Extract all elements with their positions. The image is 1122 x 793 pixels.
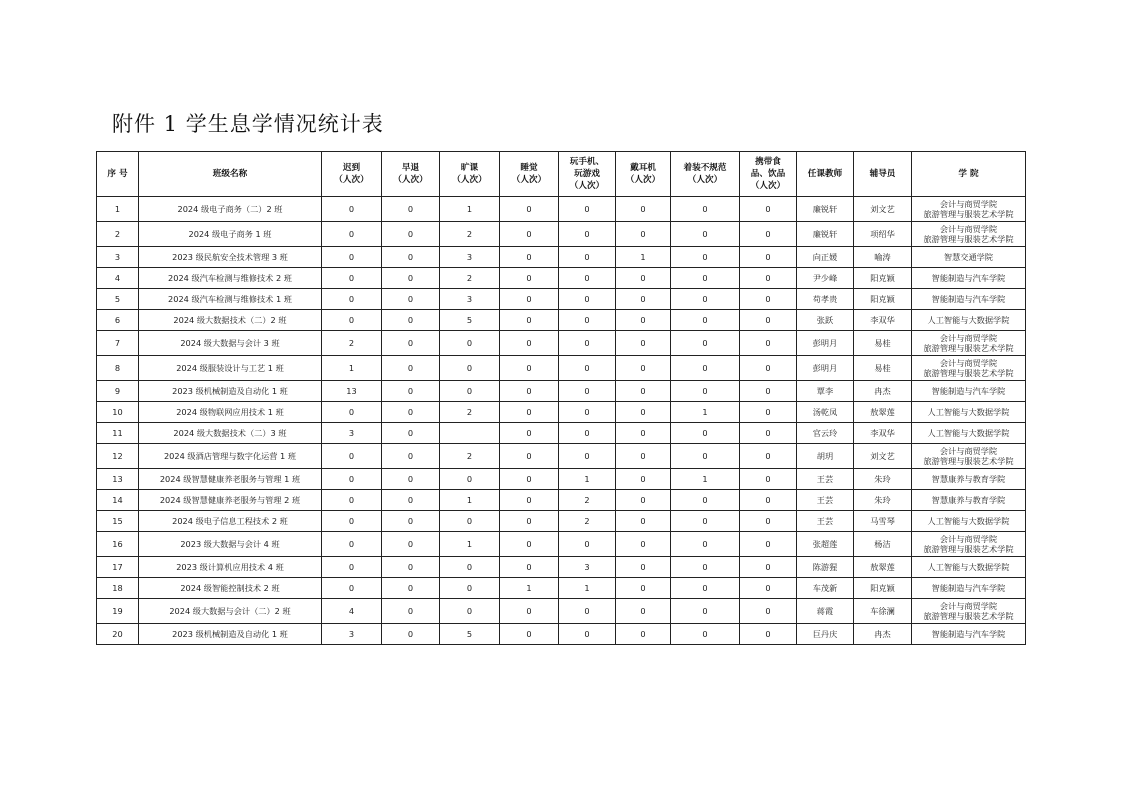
earphones-count: 0 [616, 469, 671, 490]
teacher-name: 尹少峰 [797, 268, 854, 289]
late-count: 0 [322, 197, 382, 222]
phone-games-count: 0 [559, 222, 616, 247]
row-index: 10 [97, 402, 139, 423]
phone-games-count: 3 [559, 557, 616, 578]
absent-count: 1 [440, 197, 500, 222]
row-index: 12 [97, 444, 139, 469]
row-index: 9 [97, 381, 139, 402]
late-count: 0 [322, 532, 382, 557]
class-name: 2023 级机械制造及自动化 1 班 [139, 381, 322, 402]
table-row [97, 268, 1026, 289]
row-index: 8 [97, 356, 139, 381]
row-index: 20 [97, 624, 139, 645]
dress-code-count: 0 [671, 268, 740, 289]
leave-early-count: 0 [382, 490, 440, 511]
absent-count: 0 [440, 469, 500, 490]
phone-games-count: 0 [559, 268, 616, 289]
food-drink-count: 0 [740, 624, 797, 645]
absent-count: 0 [440, 557, 500, 578]
earphones-count: 0 [616, 222, 671, 247]
teacher-name: 官云玲 [797, 423, 854, 444]
food-drink-count: 0 [740, 197, 797, 222]
leave-early-count: 0 [382, 423, 440, 444]
food-drink-count: 0 [740, 511, 797, 532]
sleeping-count: 0 [500, 222, 559, 247]
college-name: 智慧康养与教育学院 [912, 469, 1026, 490]
food-drink-count: 0 [740, 532, 797, 557]
counselor-name: 冉杰 [854, 381, 912, 402]
phone-games-count: 1 [559, 578, 616, 599]
sleeping-count: 0 [500, 310, 559, 331]
phone-games-count: 0 [559, 247, 616, 268]
dress-code-count: 0 [671, 578, 740, 599]
college-name: 智能制造与汽车学院 [912, 268, 1026, 289]
header-earphones: 戴耳机 （人次） [616, 152, 671, 197]
header-class-name: 班级名称 [139, 152, 322, 197]
header-counselor: 辅导员 [854, 152, 912, 197]
header-phone-games: 玩手机、 玩游戏 （人次） [559, 152, 616, 197]
counselor-name: 冉杰 [854, 624, 912, 645]
teacher-name: 廉锐轩 [797, 197, 854, 222]
sleeping-count: 0 [500, 247, 559, 268]
header-index: 序 号 [97, 152, 139, 197]
dress-code-count: 0 [671, 624, 740, 645]
teacher-name: 车茂新 [797, 578, 854, 599]
row-index: 5 [97, 289, 139, 310]
food-drink-count: 0 [740, 578, 797, 599]
college-name: 人工智能与大数据学院 [912, 402, 1026, 423]
phone-games-count: 0 [559, 356, 616, 381]
leave-early-count: 0 [382, 511, 440, 532]
dress-code-count: 0 [671, 490, 740, 511]
row-index: 18 [97, 578, 139, 599]
table-row [97, 532, 1026, 557]
class-name: 2023 级大数据与会计 4 班 [139, 532, 322, 557]
late-count: 1 [322, 356, 382, 381]
sleeping-count: 0 [500, 356, 559, 381]
phone-games-count: 0 [559, 331, 616, 356]
counselor-name: 易桂 [854, 356, 912, 381]
earphones-count: 0 [616, 356, 671, 381]
absent-count [440, 423, 500, 444]
college-name: 会计与商贸学院 旅游管理与服装艺术学院 [912, 444, 1026, 469]
class-name: 2024 级智慧健康养老服务与管理 2 班 [139, 490, 322, 511]
table-row [97, 331, 1026, 356]
college-name: 会计与商贸学院 旅游管理与服装艺术学院 [912, 222, 1026, 247]
table-row [97, 310, 1026, 331]
teacher-name: 廉锐轩 [797, 222, 854, 247]
table-row [97, 423, 1026, 444]
food-drink-count: 0 [740, 310, 797, 331]
food-drink-count: 0 [740, 247, 797, 268]
phone-games-count: 0 [559, 599, 616, 624]
table-header-row [97, 152, 1026, 197]
class-name: 2024 级电子信息工程技术 2 班 [139, 511, 322, 532]
table-row [97, 469, 1026, 490]
class-name: 2024 级电子商务 1 班 [139, 222, 322, 247]
earphones-count: 0 [616, 423, 671, 444]
teacher-name: 蒋霞 [797, 599, 854, 624]
teacher-name: 张跃 [797, 310, 854, 331]
dress-code-count: 0 [671, 444, 740, 469]
sleeping-count: 0 [500, 289, 559, 310]
food-drink-count: 0 [740, 557, 797, 578]
counselor-name: 喻涛 [854, 247, 912, 268]
counselor-name: 敖翠莲 [854, 402, 912, 423]
absent-count: 0 [440, 331, 500, 356]
attendance-statistics-table [96, 151, 1026, 645]
sleeping-count: 0 [500, 197, 559, 222]
row-index: 4 [97, 268, 139, 289]
food-drink-count: 0 [740, 289, 797, 310]
row-index: 13 [97, 469, 139, 490]
leave-early-count: 0 [382, 444, 440, 469]
counselor-name: 项绍华 [854, 222, 912, 247]
earphones-count: 0 [616, 624, 671, 645]
table-row [97, 222, 1026, 247]
table-row [97, 402, 1026, 423]
phone-games-count: 0 [559, 310, 616, 331]
table-row [97, 247, 1026, 268]
leave-early-count: 0 [382, 578, 440, 599]
college-name: 智能制造与汽车学院 [912, 289, 1026, 310]
teacher-name: 彭明月 [797, 356, 854, 381]
earphones-count: 0 [616, 532, 671, 557]
table-row [97, 197, 1026, 222]
sleeping-count: 0 [500, 599, 559, 624]
header-college: 学 院 [912, 152, 1026, 197]
counselor-name: 刘文艺 [854, 444, 912, 469]
late-count: 3 [322, 624, 382, 645]
counselor-name: 杨洁 [854, 532, 912, 557]
leave-early-count: 0 [382, 599, 440, 624]
teacher-name: 彭明月 [797, 331, 854, 356]
late-count: 0 [322, 444, 382, 469]
table-row [97, 624, 1026, 645]
earphones-count: 0 [616, 599, 671, 624]
college-name: 智慧康养与教育学院 [912, 490, 1026, 511]
food-drink-count: 0 [740, 356, 797, 381]
teacher-name: 苟孝贵 [797, 289, 854, 310]
leave-early-count: 0 [382, 624, 440, 645]
sleeping-count: 0 [500, 444, 559, 469]
food-drink-count: 0 [740, 402, 797, 423]
absent-count: 0 [440, 511, 500, 532]
absent-count: 2 [440, 222, 500, 247]
sleeping-count: 0 [500, 423, 559, 444]
dress-code-count: 0 [671, 381, 740, 402]
earphones-count: 0 [616, 310, 671, 331]
sleeping-count: 0 [500, 511, 559, 532]
class-name: 2024 级大数据技术（二）3 班 [139, 423, 322, 444]
counselor-name: 李双华 [854, 423, 912, 444]
phone-games-count: 0 [559, 402, 616, 423]
table-row [97, 511, 1026, 532]
table-body [97, 197, 1026, 645]
late-count: 0 [322, 247, 382, 268]
absent-count: 1 [440, 532, 500, 557]
leave-early-count: 0 [382, 532, 440, 557]
phone-games-count: 0 [559, 532, 616, 557]
table-row [97, 289, 1026, 310]
college-name: 会计与商贸学院 旅游管理与服装艺术学院 [912, 331, 1026, 356]
counselor-name: 阳克颖 [854, 578, 912, 599]
absent-count: 5 [440, 310, 500, 331]
absent-count: 3 [440, 247, 500, 268]
teacher-name: 覃李 [797, 381, 854, 402]
absent-count: 2 [440, 268, 500, 289]
counselor-name: 阳克颖 [854, 289, 912, 310]
college-name: 会计与商贸学院 旅游管理与服装艺术学院 [912, 532, 1026, 557]
earphones-count: 1 [616, 247, 671, 268]
late-count: 0 [322, 557, 382, 578]
teacher-name: 汤乾凤 [797, 402, 854, 423]
absent-count: 2 [440, 402, 500, 423]
phone-games-count: 0 [559, 289, 616, 310]
late-count: 0 [322, 222, 382, 247]
sleeping-count: 0 [500, 490, 559, 511]
late-count: 3 [322, 423, 382, 444]
row-index: 2 [97, 222, 139, 247]
class-name: 2024 级酒店管理与数字化运营 1 班 [139, 444, 322, 469]
table-row [97, 356, 1026, 381]
header-sleeping: 睡觉 （人次） [500, 152, 559, 197]
leave-early-count: 0 [382, 356, 440, 381]
leave-early-count: 0 [382, 289, 440, 310]
leave-early-count: 0 [382, 197, 440, 222]
college-name: 会计与商贸学院 旅游管理与服装艺术学院 [912, 599, 1026, 624]
table-row [97, 557, 1026, 578]
counselor-name: 车徐澜 [854, 599, 912, 624]
absent-count: 2 [440, 444, 500, 469]
row-index: 1 [97, 197, 139, 222]
counselor-name: 易桂 [854, 331, 912, 356]
header-late: 迟到 （人次） [322, 152, 382, 197]
late-count: 0 [322, 289, 382, 310]
food-drink-count: 0 [740, 423, 797, 444]
food-drink-count: 0 [740, 490, 797, 511]
header-absent: 旷课 （人次） [440, 152, 500, 197]
leave-early-count: 0 [382, 247, 440, 268]
class-name: 2024 级智慧健康养老服务与管理 1 班 [139, 469, 322, 490]
absent-count: 0 [440, 599, 500, 624]
late-count: 0 [322, 490, 382, 511]
earphones-count: 0 [616, 331, 671, 356]
dress-code-count: 0 [671, 599, 740, 624]
leave-early-count: 0 [382, 268, 440, 289]
late-count: 0 [322, 578, 382, 599]
late-count: 4 [322, 599, 382, 624]
dress-code-count: 0 [671, 331, 740, 356]
leave-early-count: 0 [382, 469, 440, 490]
phone-games-count: 2 [559, 511, 616, 532]
dress-code-count: 1 [671, 469, 740, 490]
document-title: 附件 1 学生息学情况统计表 [112, 112, 384, 136]
food-drink-count: 0 [740, 268, 797, 289]
college-name: 人工智能与大数据学院 [912, 423, 1026, 444]
absent-count: 0 [440, 381, 500, 402]
absent-count: 0 [440, 356, 500, 381]
counselor-name: 马雪琴 [854, 511, 912, 532]
late-count: 2 [322, 331, 382, 356]
dress-code-count: 0 [671, 247, 740, 268]
dress-code-count: 0 [671, 197, 740, 222]
phone-games-count: 0 [559, 381, 616, 402]
teacher-name: 陈游猩 [797, 557, 854, 578]
leave-early-count: 0 [382, 310, 440, 331]
college-name: 人工智能与大数据学院 [912, 557, 1026, 578]
absent-count: 0 [440, 578, 500, 599]
dress-code-count: 0 [671, 511, 740, 532]
phone-games-count: 2 [559, 490, 616, 511]
dress-code-count: 0 [671, 423, 740, 444]
leave-early-count: 0 [382, 557, 440, 578]
earphones-count: 0 [616, 402, 671, 423]
class-name: 2024 级物联网应用技术 1 班 [139, 402, 322, 423]
row-index: 14 [97, 490, 139, 511]
dress-code-count: 0 [671, 532, 740, 557]
sleeping-count: 0 [500, 331, 559, 356]
sleeping-count: 0 [500, 402, 559, 423]
class-name: 2023 级机械制造及自动化 1 班 [139, 624, 322, 645]
table-row [97, 444, 1026, 469]
phone-games-count: 0 [559, 197, 616, 222]
food-drink-count: 0 [740, 331, 797, 356]
dress-code-count: 0 [671, 222, 740, 247]
late-count: 0 [322, 402, 382, 423]
header-food-drink: 携带食 品、饮品 （人次） [740, 152, 797, 197]
counselor-name: 敖翠莲 [854, 557, 912, 578]
counselor-name: 朱玲 [854, 469, 912, 490]
dress-code-count: 0 [671, 557, 740, 578]
college-name: 智能制造与汽车学院 [912, 624, 1026, 645]
counselor-name: 阳克颖 [854, 268, 912, 289]
teacher-name: 王芸 [797, 511, 854, 532]
dress-code-count: 1 [671, 402, 740, 423]
table-row [97, 599, 1026, 624]
phone-games-count: 0 [559, 444, 616, 469]
class-name: 2024 级大数据与会计 3 班 [139, 331, 322, 356]
counselor-name: 刘文艺 [854, 197, 912, 222]
row-index: 19 [97, 599, 139, 624]
sleeping-count: 0 [500, 381, 559, 402]
leave-early-count: 0 [382, 222, 440, 247]
late-count: 0 [322, 469, 382, 490]
college-name: 智慧交通学院 [912, 247, 1026, 268]
row-index: 7 [97, 331, 139, 356]
class-name: 2024 级汽车检测与维修技术 1 班 [139, 289, 322, 310]
college-name: 人工智能与大数据学院 [912, 511, 1026, 532]
earphones-count: 0 [616, 511, 671, 532]
sleeping-count: 1 [500, 578, 559, 599]
leave-early-count: 0 [382, 381, 440, 402]
dress-code-count: 0 [671, 356, 740, 381]
teacher-name: 王芸 [797, 490, 854, 511]
food-drink-count: 0 [740, 381, 797, 402]
earphones-count: 0 [616, 197, 671, 222]
earphones-count: 0 [616, 289, 671, 310]
college-name: 人工智能与大数据学院 [912, 310, 1026, 331]
food-drink-count: 0 [740, 222, 797, 247]
earphones-count: 0 [616, 444, 671, 469]
table-row [97, 381, 1026, 402]
sleeping-count: 0 [500, 469, 559, 490]
earphones-count: 0 [616, 381, 671, 402]
college-name: 会计与商贸学院 旅游管理与服装艺术学院 [912, 356, 1026, 381]
absent-count: 3 [440, 289, 500, 310]
teacher-name: 胡玥 [797, 444, 854, 469]
class-name: 2024 级智能控制技术 2 班 [139, 578, 322, 599]
class-name: 2024 级电子商务（二）2 班 [139, 197, 322, 222]
earphones-count: 0 [616, 268, 671, 289]
dress-code-count: 0 [671, 289, 740, 310]
late-count: 0 [322, 511, 382, 532]
counselor-name: 朱玲 [854, 490, 912, 511]
row-index: 11 [97, 423, 139, 444]
teacher-name: 张超莲 [797, 532, 854, 557]
phone-games-count: 1 [559, 469, 616, 490]
absent-count: 5 [440, 624, 500, 645]
class-name: 2023 级民航安全技术管理 3 班 [139, 247, 322, 268]
food-drink-count: 0 [740, 469, 797, 490]
leave-early-count: 0 [382, 402, 440, 423]
phone-games-count: 0 [559, 423, 616, 444]
absent-count: 1 [440, 490, 500, 511]
row-index: 16 [97, 532, 139, 557]
phone-games-count: 0 [559, 624, 616, 645]
earphones-count: 0 [616, 490, 671, 511]
college-name: 智能制造与汽车学院 [912, 578, 1026, 599]
table-row [97, 578, 1026, 599]
counselor-name: 李双华 [854, 310, 912, 331]
college-name: 智能制造与汽车学院 [912, 381, 1026, 402]
header-dress-code: 着装不规范 （人次） [671, 152, 740, 197]
class-name: 2024 级大数据技术（二）2 班 [139, 310, 322, 331]
late-count: 13 [322, 381, 382, 402]
dress-code-count: 0 [671, 310, 740, 331]
earphones-count: 0 [616, 578, 671, 599]
class-name: 2024 级汽车检测与维修技术 2 班 [139, 268, 322, 289]
sleeping-count: 0 [500, 557, 559, 578]
sleeping-count: 0 [500, 268, 559, 289]
row-index: 3 [97, 247, 139, 268]
leave-early-count: 0 [382, 331, 440, 356]
teacher-name: 向正媛 [797, 247, 854, 268]
row-index: 6 [97, 310, 139, 331]
class-name: 2024 级服装设计与工艺 1 班 [139, 356, 322, 381]
row-index: 17 [97, 557, 139, 578]
teacher-name: 王芸 [797, 469, 854, 490]
food-drink-count: 0 [740, 444, 797, 469]
late-count: 0 [322, 268, 382, 289]
header-leave-early: 早退 （人次） [382, 152, 440, 197]
sleeping-count: 0 [500, 624, 559, 645]
class-name: 2024 级大数据与会计（二）2 班 [139, 599, 322, 624]
earphones-count: 0 [616, 557, 671, 578]
header-teacher: 任课教师 [797, 152, 854, 197]
table-row [97, 490, 1026, 511]
teacher-name: 巨丹庆 [797, 624, 854, 645]
class-name: 2023 级计算机应用技术 4 班 [139, 557, 322, 578]
row-index: 15 [97, 511, 139, 532]
food-drink-count: 0 [740, 599, 797, 624]
late-count: 0 [322, 310, 382, 331]
college-name: 会计与商贸学院 旅游管理与服装艺术学院 [912, 197, 1026, 222]
sleeping-count: 0 [500, 532, 559, 557]
